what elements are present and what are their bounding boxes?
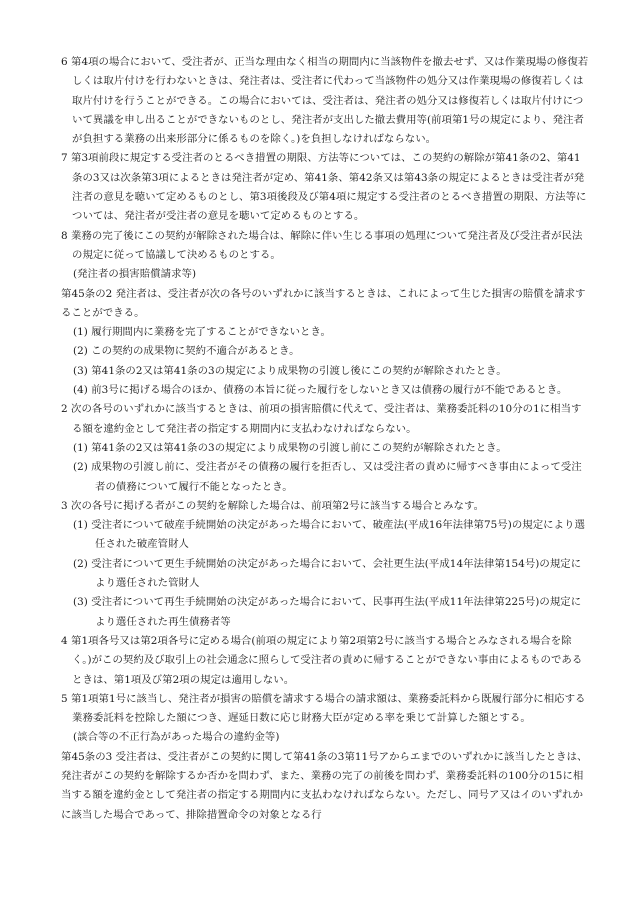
article-45-2-item-1: (1) 履行期間内に業務を完了することができないとき。	[73, 326, 331, 339]
article-45-2-para-3-item-3: (3) 受注者について再生手続開始の決定があった場合において、民事再生法(平成11年法律第225号)の規定により選任された再生債務者等	[73, 596, 582, 628]
article-45-3: 第45条の3 受注者は、受注者がこの契約に関して第41条の3第11号アからエまでのいずれかに該当したときは、発注者がこの契約を解除するか否かを問わず、また、業務の完了の前後を問わず、業務委託料の100分の15に相当する額を違約金として発注者の指定する期間内に支払わなければならない。ただし、同号ア又はイのいずれかに該当した場合であって、排除措置命令の対象となる行	[61, 750, 588, 821]
article-45-2-para-2: 2 次の各号のいずれかに該当するときは、前項の損害賠償に代えて、受注者は、業務委託料の10分の1に相当する額を違約金として発注者の指定する期間内に支払わなければならない。	[61, 403, 582, 435]
article-45-2-item-4: (4) 前3号に掲げる場合のほか、債務の本旨に従った履行をしないとき又は債務の履行が不能であるとき。	[73, 384, 568, 397]
caption-damages: (発注者の損害賠償請求等)	[73, 268, 197, 281]
article-45-2-para-4: 4 第1項各号又は第2項各号に定める場合(前項の規定により第2項第2号に該当する場合とみなされる場合を除く。)がこの契約及び取引上の社会通念に照らして受注者の責めに帰することができない事由によるものであるときは、第1項及び第2項の規定は適用しない。	[61, 634, 583, 686]
caption-collusion: (談合等の不正行為があった場合の違約金等)	[73, 731, 280, 744]
article-45-2-para-3-item-2: (2) 受注者について更生手続開始の決定があった場合において、会社更生法(平成14年法律第154号)の規定により選任された管財人	[73, 557, 582, 590]
article-45-2-para-3: 3 次の各号に掲げる者がこの契約を解除した場合は、前項第2号に該当する場合とみなす。	[61, 499, 485, 512]
article-45-2-para-2-item-1: (1) 第41条の2又は第41条の3の規定により成果物の引渡し前にこの契約が解除されたとき。	[73, 441, 507, 454]
article-45-2-para-2-item-2: (2) 成果物の引渡し前に、受注者がその債務の履行を拒否し、又は受注者の責めに帰すべき事由によって受注者の債務について履行不能となったとき。	[73, 461, 582, 493]
article-45-2: 第45条の2 発注者は、受注者が次の各号のいずれかに該当するときは、これによって生じた損害の賠償を請求することができる。	[61, 287, 586, 319]
article-45-2-para-3-item-1: (1) 受注者について破産手続開始の決定があった場合において、破産法(平成16年法律第75号)の規定により選任された破産管財人	[73, 519, 585, 551]
article-45-2-item-3: (3) 第41条の2又は第41条の3の規定により成果物の引渡し後にこの契約が解除されたとき。	[73, 364, 507, 377]
clause-45-6: 6 第4項の場合において、受注者が、正当な理由なく相当の期間内に当該物件を撤去せず、又は作業現場の修復若しくは取片付けを行わないときは、発注者は、受注者に代わって当該物件の処分又は作業現場の修復若しくは取片付けを行うことができる。この場合においては、受注者は、発注者の処分又は修復若しくは取片付けについて異議を申し出ることができないものとし、発注者が支出した撤去費用等(前項第1号の規定により、発注者が負担する業務の出来形部分に係るものを除く。)を負担しなければならない。	[61, 56, 589, 146]
article-45-2-para-5: 5 第1項第1号に該当し、発注者が損害の賠償を請求する場合の請求額は、業務委託料から既履行部分に相応する業務委託料を控除した額につき、遅延日数に応じ財務大臣が定める率を乗じて計算した額とする。	[61, 692, 586, 725]
clause-45-8: 8 業務の完了後にこの契約が解除された場合は、解除に伴い生じる事項の処理について発注者及び受注者が民法の規定に従って協議して決めるものとする。	[61, 229, 583, 261]
clause-45-7: 7 第3項前段に規定する受注者のとるべき措置の期限、方法等については、この契約の解除が第41条の2、第41条の3又は次条第3項によるときは発注者が定め、第41条、第42条又は第43条の規定によるときは受注者が発注者の意見を聴いて定めるものとし、第3項後段及び第4項に規定する受注者のとるべき措置の期限、方法等については、発注者が受注者の意見を聴いて定めるものとする。	[61, 152, 587, 223]
article-45-2-item-2: (2) この契約の成果物に契約不適合があるとき。	[73, 345, 300, 358]
